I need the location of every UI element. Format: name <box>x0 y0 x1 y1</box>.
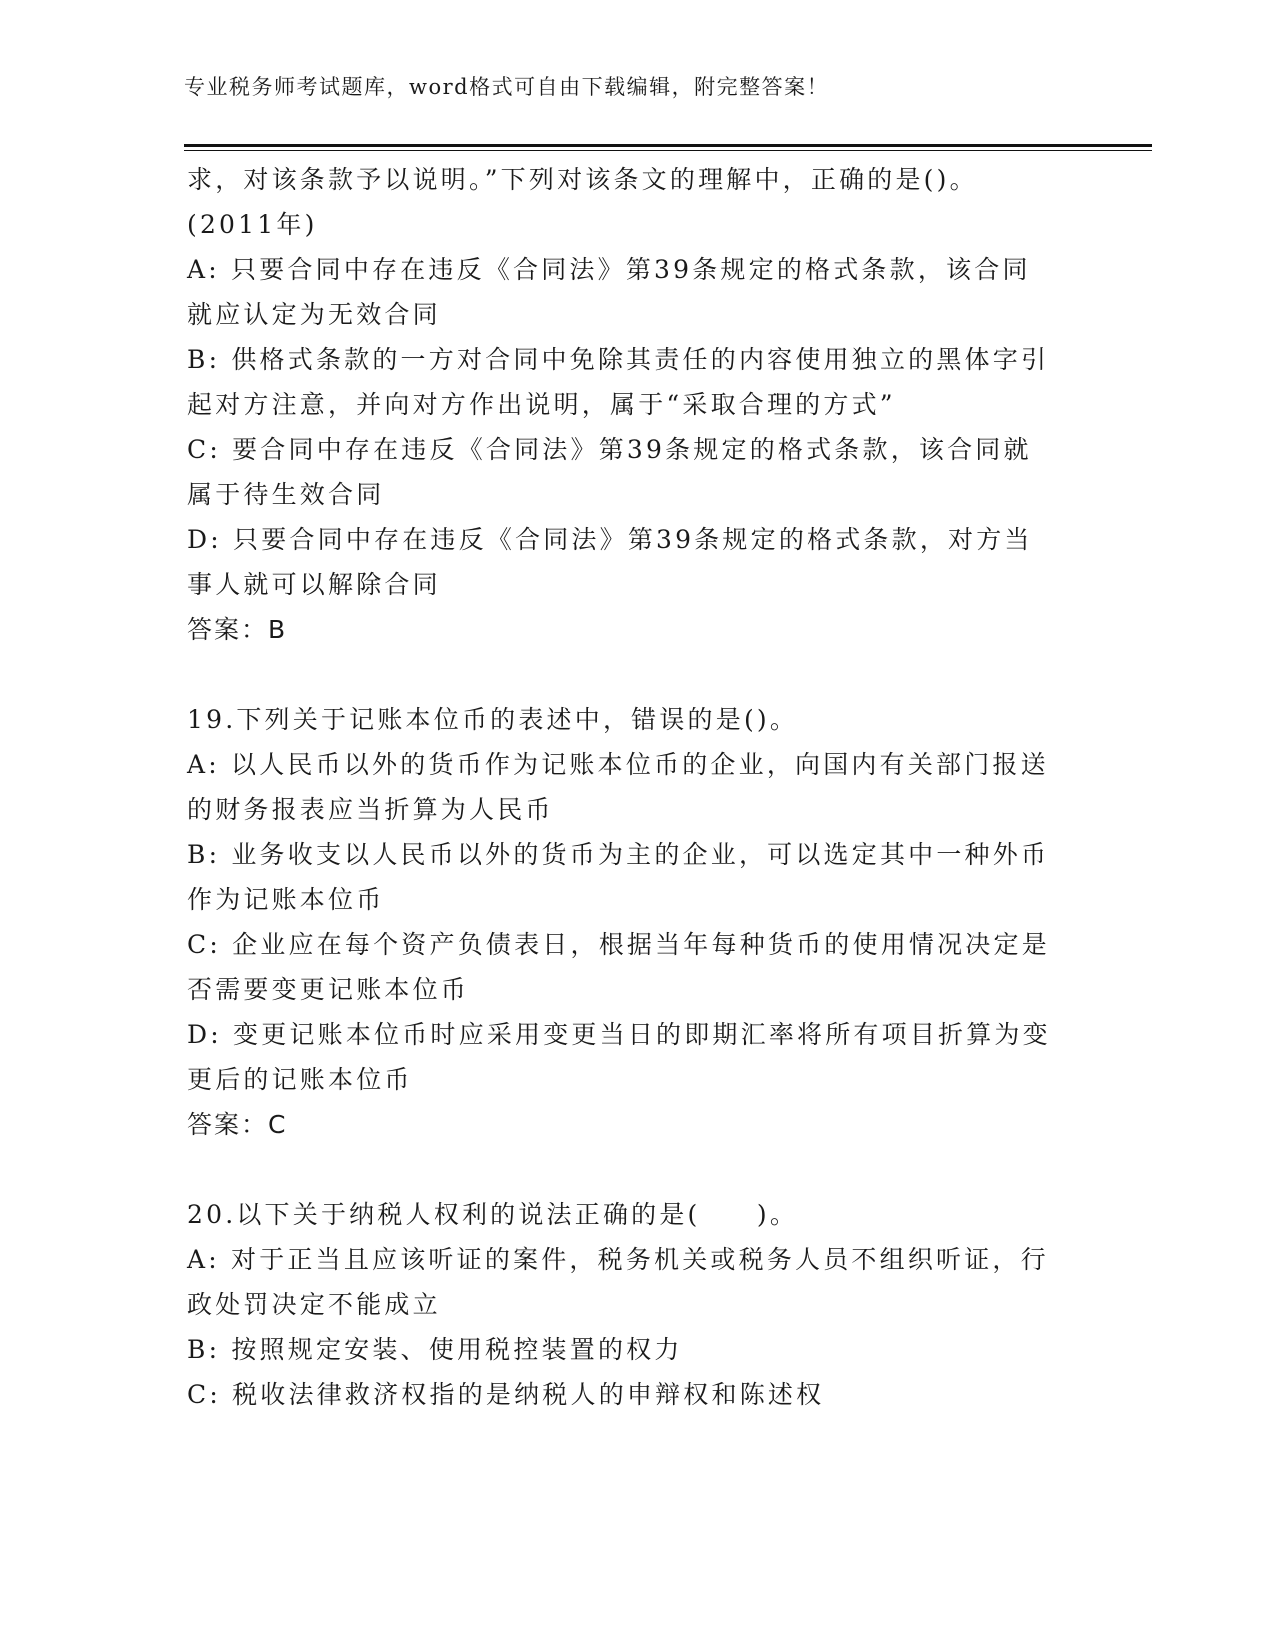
question-title: 19.下列关于记账本位币的表述中，错误的是()。 <box>187 705 799 734</box>
option-b-line: B: 业务收支以人民币以外的货币为主的企业，可以选定其中一种外币 <box>187 840 1050 869</box>
question-18-continuation <box>187 157 1087 652</box>
option-c-line: C: 企业应在每个资产负债表日，根据当年每种货币的使用情况决定是 <box>187 930 1050 959</box>
option-b-line: 作为记账本位币 <box>187 885 385 914</box>
option-c-line: C: 要合同中存在违反《合同法》第39条规定的格式条款，该合同就 <box>187 435 1032 464</box>
answer-label: 答案：C <box>187 1110 288 1139</box>
option-d-line: D: 只要合同中存在违反《合同法》第39条规定的格式条款，对方当 <box>187 525 1033 554</box>
page-header: 专业税务师考试题库，word格式可自由下载编辑，附完整答案！ <box>184 75 830 99</box>
question-text-line: (2011年) <box>187 210 318 239</box>
option-b-line: B: 按照规定安装、使用税控装置的权力 <box>187 1335 683 1364</box>
question-spacer <box>187 1147 1087 1192</box>
option-a-line: 政处罚决定不能成立 <box>187 1290 441 1319</box>
question-spacer <box>187 652 1087 697</box>
question-title: 20.以下关于纳税人权利的说法正确的是( )。 <box>187 1200 799 1229</box>
option-a-line: 就应认定为无效合同 <box>187 300 441 329</box>
option-c-line: 否需要变更记账本位币 <box>187 975 470 1004</box>
option-a-line: A: 以人民币以外的货币作为记账本位币的企业，向国内有关部门报送 <box>187 750 1049 779</box>
option-b-line: B: 供格式条款的一方对合同中免除其责任的内容使用独立的黑体字引 <box>187 345 1050 374</box>
answer-label: 答案：B <box>187 615 288 644</box>
question-20 <box>187 1192 1087 1417</box>
option-d-line: 事人就可以解除合同 <box>187 570 441 599</box>
header-rule-thick <box>184 144 1152 147</box>
option-d-line: 更后的记账本位币 <box>187 1065 413 1094</box>
option-a-line: 的财务报表应当折算为人民币 <box>187 795 554 824</box>
header-rule-thin <box>184 150 1152 151</box>
option-d-line: D: 变更记账本位币时应采用变更当日的即期汇率将所有项目折算为变 <box>187 1020 1051 1049</box>
option-c-line: C: 税收法律救济权指的是纳税人的申辩权和陈述权 <box>187 1380 825 1409</box>
question-19 <box>187 697 1087 1147</box>
option-a-line: A: 只要合同中存在违反《合同法》第39条规定的格式条款，该合同 <box>187 255 1031 284</box>
option-b-line: 起对方注意，并向对方作出说明，属于“采取合理的方式” <box>187 390 896 419</box>
question-text-line: 求，对该条款予以说明。”下列对该条文的理解中，正确的是()。 <box>187 165 978 194</box>
option-a-line: A: 对于正当且应该听证的案件，税务机关或税务人员不组织听证，行 <box>187 1245 1049 1274</box>
option-c-line: 属于待生效合同 <box>187 480 385 509</box>
document-body <box>187 157 1087 1417</box>
